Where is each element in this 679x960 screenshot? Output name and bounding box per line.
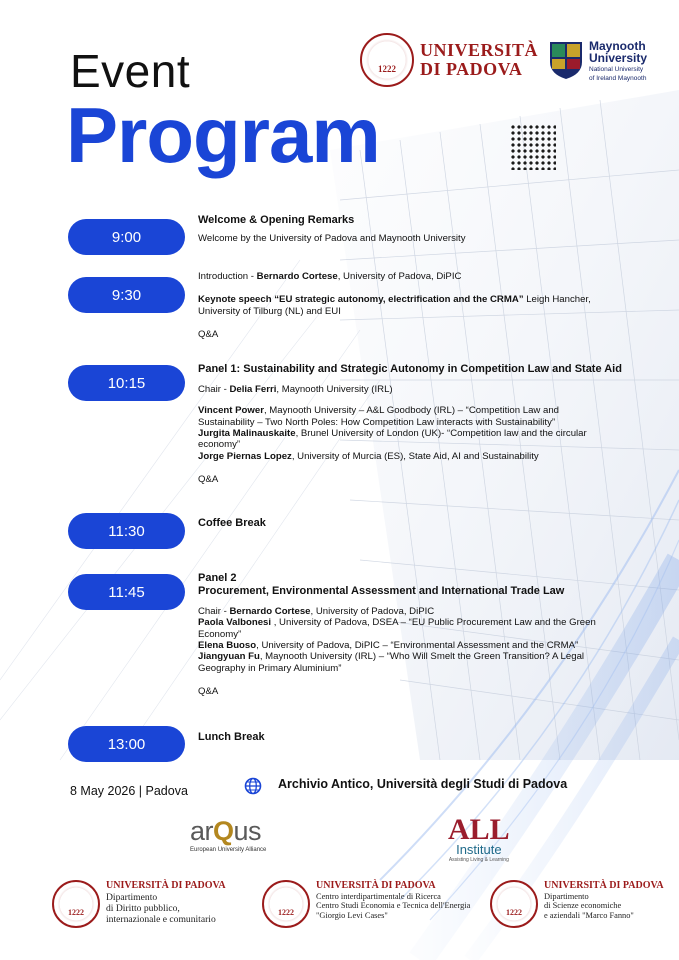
intro-line: Introduction - Bernardo Cortese, University of Padova, DiPIC — [198, 271, 462, 282]
padova-logo-line2: DI PADOVA — [420, 59, 523, 79]
maynooth-logo — [548, 40, 647, 83]
maynooth-name-line1: Maynooth — [589, 39, 646, 53]
session-title: Coffee Break — [198, 517, 266, 529]
padova-seal-icon: 1222 — [360, 33, 414, 87]
session-subtitle: Procurement, Environmental Assessment and International Trade Law — [198, 584, 565, 597]
maynooth-crest-icon — [548, 40, 584, 80]
event-date: 8 May 2026 | Padova — [70, 784, 188, 798]
time-pill-0930: 9:30 — [68, 277, 185, 313]
session-title: Welcome & Opening Remarks — [198, 214, 355, 226]
keynote-affiliation: University of Tilburg (NL) and EUI — [198, 305, 341, 317]
chair-line: Chair - Bernardo Cortese, University of Padova, DiPIC — [198, 605, 435, 617]
time-pill-1015: 10:15 — [68, 365, 185, 401]
speaker-line: Elena Buoso, University of Padova, DiPIC – “Environmental Assessment and the CRMA” — [198, 639, 579, 651]
padova-logo-line1: UNIVERSITÀ — [420, 40, 539, 61]
session-1130 — [198, 517, 658, 530]
keynote-line: Keynote speech “EU strategic autonomy, electrification and the CRMA” Leigh Hancher, — [198, 294, 591, 306]
speaker-line: Paola Valbonesi , University of Padova, DSEA – “EU Public Procurement Law and the Green — [198, 617, 596, 629]
session-0900 — [198, 214, 658, 244]
maynooth-sub-line1: National University — [589, 66, 644, 73]
qa-label: Q&A — [198, 473, 219, 485]
dept-logo-dipic: 1222 UNIVERSITÀ DI PADOVA Dipartimento di Diritto pubblico, internazionale e comunitario — [52, 880, 226, 928]
speaker-line: Jiangyuan Fu, Maynooth University (IRL) – “Who Will Smelt the Green Transition? A Legal — [198, 651, 585, 663]
title-event: Event — [70, 45, 191, 97]
time-pill-1130: 11:30 — [68, 513, 185, 549]
session-1300 — [198, 731, 658, 744]
padova-logo — [360, 33, 538, 87]
maynooth-name-line2: University — [589, 51, 648, 65]
session-text: Welcome by the University of Padova and Maynooth University — [198, 232, 466, 244]
speaker-line: Vincent Power, Maynooth University – A&L Goodbody (IRL) – “Competition Law and — [198, 405, 560, 417]
session-1015 — [198, 363, 658, 485]
dept-logo-fanno: 1222 UNIVERSITÀ DI PADOVA Dipartimento di Scienze economiche e aziendali "Marco Fanno" — [490, 880, 664, 928]
session-title: Panel 2 — [198, 572, 237, 584]
time-pill-1300: 13:00 — [68, 726, 185, 762]
speaker-line-cont: Economy” — [198, 628, 242, 640]
event-venue: Archivio Antico, Università degli Studi di Padova — [278, 777, 568, 791]
padova-seal-icon: 1222 — [52, 880, 100, 928]
globe-icon — [244, 777, 262, 795]
session-0930 — [198, 271, 658, 340]
dot-grid-decoration — [510, 124, 556, 170]
speaker-line-cont: economy” — [198, 439, 241, 451]
time-pill-0900: 9:00 — [68, 219, 185, 255]
title-program: Program — [66, 91, 380, 179]
arqus-logo: arQus European University Alliance — [190, 816, 267, 853]
speaker-line: Jorge Piernas Lopez, University of Murcia (ES), State Aid, AI and Sustainability — [198, 450, 539, 462]
padova-seal-icon: 1222 — [262, 880, 310, 928]
all-institute-logo: ALL Institute Assisting Living & Learning — [448, 813, 510, 863]
session-1145 — [198, 572, 658, 697]
arqus-tagline: European University Alliance — [190, 847, 267, 853]
session-title: Panel 1: Sustainability and Strategic Autonomy in Competition Law and State Aid — [198, 363, 622, 375]
maynooth-sub-line2: of Ireland Maynooth — [589, 75, 647, 83]
speaker-line-cont: Sustainability – Two North Poles: How Competition Law interacts with Sustainability” — [198, 416, 556, 428]
dept-logo-levi-cases: 1222 UNIVERSITÀ DI PADOVA Centro interdipartimentale di Ricerca Centro Studi Economia e Tecnica dell'Energia "Giorgio Levi Cases" — [262, 880, 470, 928]
qa-label: Q&A — [198, 328, 219, 340]
chair-line: Chair - Delia Ferri, Maynooth University (IRL) — [198, 383, 393, 395]
session-title: Lunch Break — [198, 731, 265, 743]
speaker-line: Jurgita Malinauskaite, Brunel University of London (UK)- “Competition law and the circular — [198, 427, 587, 439]
padova-seal-icon: 1222 — [490, 880, 538, 928]
qa-label: Q&A — [198, 685, 219, 697]
time-pill-1145: 11:45 — [68, 574, 185, 610]
speaker-line-cont: Geography in Primary Aluminium” — [198, 662, 342, 674]
